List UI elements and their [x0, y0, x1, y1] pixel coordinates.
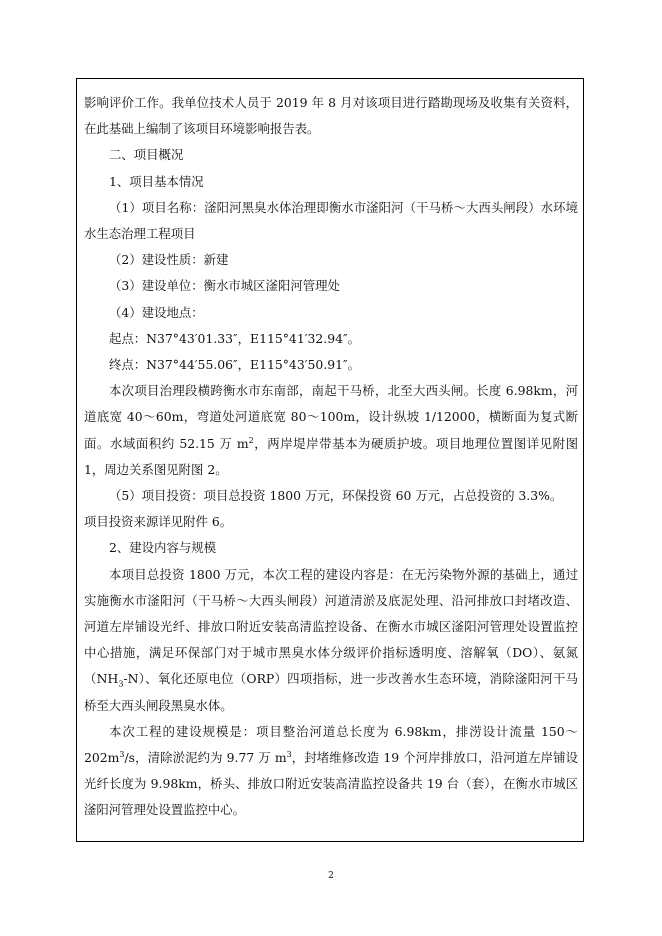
end-point: 终点：N37°44′55.06″，E115°43′50.91″。: [109, 357, 361, 373]
content-text-a: 本项目总投资 1800 万元，本次工程的建设内容是：在无污染物外源的基础上，通过实施衡水市滏阳河（干马桥～大西头闸段）河道清淤及底泥处理、沿河排放口封堵改造、河道左岸铺设光纤、排放口附近安装高清监控设备、在衡水市城区滏阳河管理处设置监控中心措施，满足环保部门对于城市黑臭水体分级评价指标透明度、溶解氧（DO）、氨氮（NH: [84, 566, 578, 687]
investment-item: （5）项目投资：项目总投资 1800 万元，环保投资 60 万元，占总投资的 3.3%。: [109, 488, 563, 504]
scale-text-b: /s，清除淤泥约为 9.77 万 m: [124, 750, 287, 766]
page-number: 2: [328, 871, 334, 881]
content-text-b: -N）、氧化还原电位（ORP）四项指标，进一步改善水生态环境，消除滏阳河干马桥至大西头闸段黑臭水体。: [84, 671, 578, 713]
construction-scale: [84, 719, 578, 824]
start-point: 起点：N37°43′01.33″，E115°41′32.94″。: [109, 330, 361, 346]
volume-unit-superscript: 3: [286, 749, 292, 759]
subsection-heading-2: 2、建设内容与规模: [109, 540, 217, 556]
section-heading: 二、项目概况: [109, 147, 184, 163]
description-text-b: ，两岸堤岸带基本为硬质护坡。项目地理位置图详见附图 1，周边关系图见附图 2。: [84, 435, 578, 477]
project-description: [84, 378, 578, 483]
construction-location-item: （4）建设地点：: [109, 304, 204, 320]
report-body: [84, 90, 578, 824]
scale-text-c: ，封堵维修改造 19 个河岸排放口，沿河道左岸铺设光纤长度为 9.98km，桥头、排放口附近安装高清监控设备共 19 台（套），在衡水市城区滏阳河管理处设置监控中心。: [84, 750, 578, 818]
project-name-item: （1）项目名称：滏阳河黑臭水体治理即衡水市滏阳河（干马桥～大西头闸段）水环境水生态治理工程项目: [84, 199, 578, 242]
scale-text-a: 本次工程的建设规模是：项目整治河道总长度为 6.98km，排涝设计流量 150～202m: [84, 723, 578, 766]
paragraph-intro: 影响评价工作。我单位技术人员于 2019 年 8 月对该项目进行踏勘现场及收集有关资料，在此基础上编制了该项目环境影响报告表。: [84, 95, 578, 137]
construction-content: [84, 562, 578, 719]
investment-source: 项目投资来源详见附件 6。: [84, 514, 233, 530]
ammonia-subscript: 3: [118, 679, 124, 689]
area-unit-superscript: 2: [248, 435, 254, 445]
subsection-heading: 1、项目基本情况: [109, 173, 204, 189]
construction-unit-item: （3）建设单位：衡水市城区滏阳河管理处: [109, 278, 340, 294]
construction-nature-item: （2）建设性质：新建: [109, 252, 229, 268]
description-text-a: 本次项目治理段横跨衡水市东南部，南起干马桥，北至大西头闸。长度 6.98km，河道底宽 40～60m，弯道处河道底宽 80～100m，设计纵坡 1/12000，横断面为复式断面。水域面积约 52.15 万 m: [84, 383, 578, 451]
flow-unit-superscript: 3: [119, 749, 125, 759]
